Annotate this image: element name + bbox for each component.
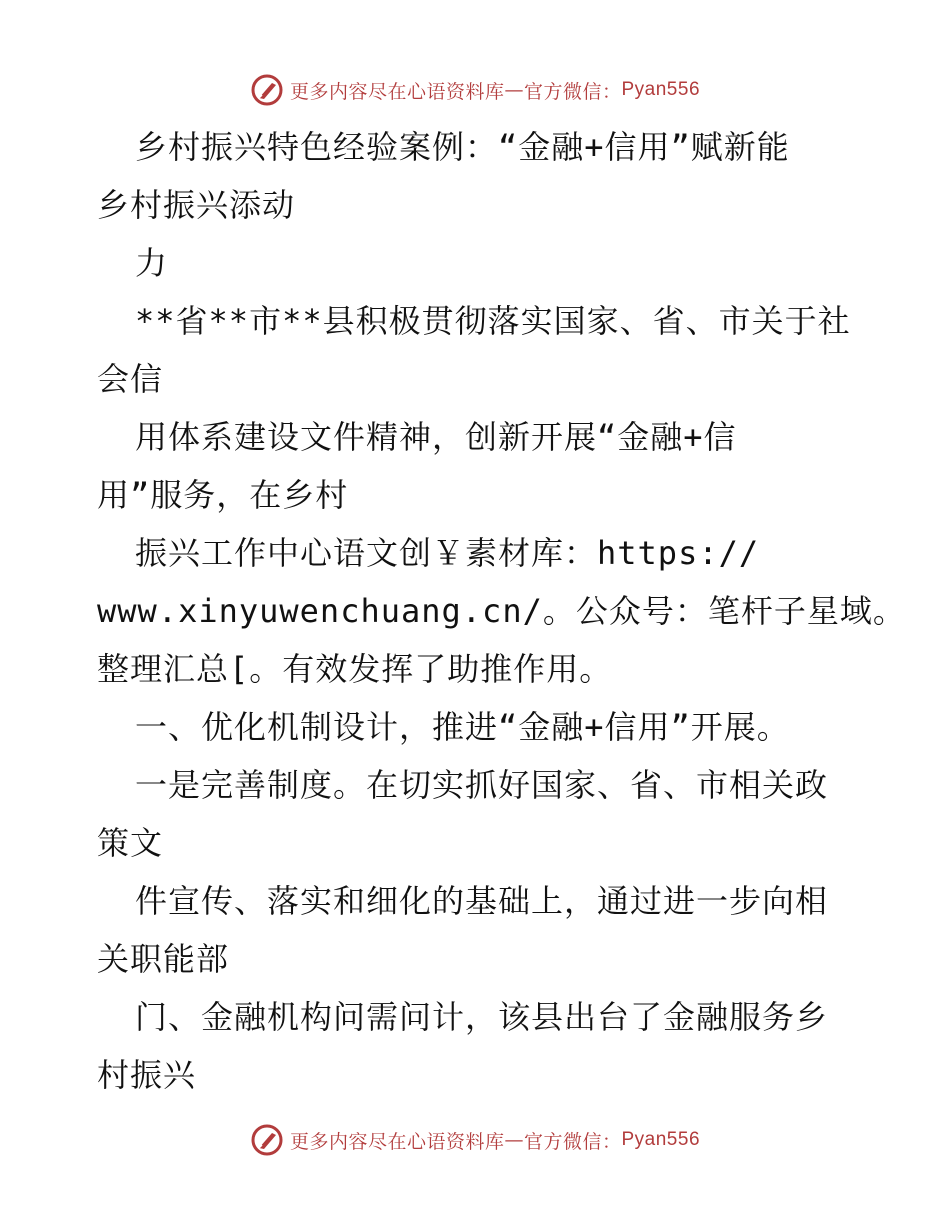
text-line: www.xinyuwenchuang.cn/。公众号：笔杆子星域。 — [97, 592, 906, 630]
text-line: **省**市**县积极贯彻落实国家、省、市关于社 — [135, 302, 851, 340]
text-line: 乡村振兴特色经验案例：“金融+信用”赋新能 — [135, 128, 790, 166]
text-line: 策文 — [97, 824, 164, 862]
text-line: 整理汇总[。有效发挥了助推作用。 — [97, 650, 613, 688]
watermark-site: 更多内容尽在心语资料库 — [289, 80, 505, 103]
text-line: 力 — [135, 244, 169, 282]
watermark-wechat-label: 官方微信： — [523, 80, 622, 103]
watermark-wechat-label: 官方微信： — [523, 1130, 622, 1153]
text-line: 用体系建设文件精神，创新开展“金融+信 — [135, 418, 737, 456]
watermark-wechat-id: Pyan556 — [621, 1129, 701, 1150]
document-body — [97, 118, 906, 1104]
text-line: 门、金融机构问需问计，该县出台了金融服务乡 — [135, 998, 829, 1036]
watermark-separator: — — [504, 79, 524, 101]
text-line: 会信 — [97, 360, 164, 398]
text-line: 乡村振兴添动 — [97, 186, 296, 224]
text-line: 用”服务，在乡村 — [97, 476, 349, 514]
text-line: 关职能部 — [97, 940, 230, 978]
watermark-wechat-id: Pyan556 — [621, 79, 701, 100]
quill-pen-circle-icon — [250, 1123, 284, 1157]
watermark-site: 更多内容尽在心语资料库 — [289, 1130, 505, 1153]
watermark-separator: — — [504, 1129, 524, 1151]
quill-pen-circle-icon — [250, 73, 284, 107]
text-line: 振兴工作中心语文创￥素材库：https:// — [135, 534, 760, 572]
header-watermark — [0, 70, 950, 110]
text-line: 一、优化机制设计，推进“金融+信用”开展。 — [135, 708, 790, 746]
text-line: 一是完善制度。在切实抓好国家、省、市相关政 — [135, 766, 829, 804]
text-line: 件宣传、落实和细化的基础上，通过进一步向相 — [135, 882, 829, 920]
footer-watermark — [0, 1120, 950, 1160]
text-line: 村振兴 — [97, 1056, 197, 1094]
